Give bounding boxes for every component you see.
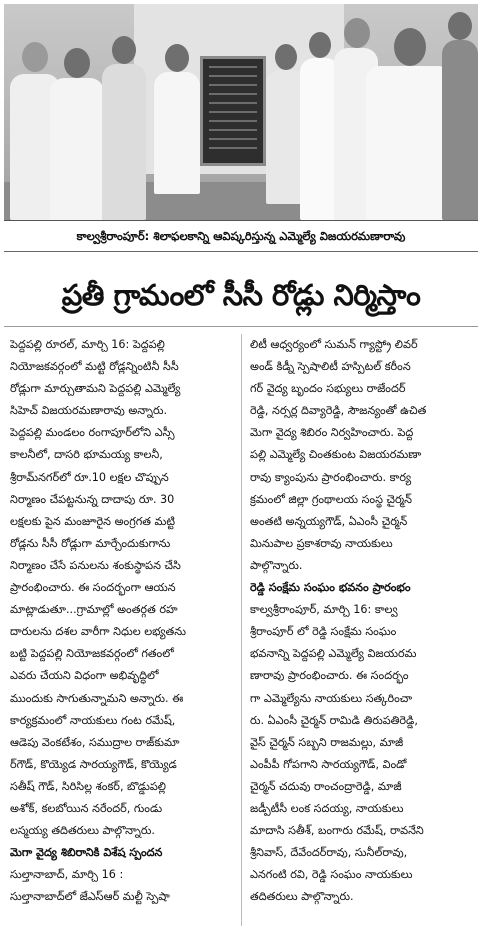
body-line: ప్రారంభించారు. ఈ సందర్భంగా ఆయన	[10, 581, 176, 595]
right-column	[250, 334, 476, 908]
body-line: ఎంపీపీ గోపగాని సారయ్యగౌడ్, విండో	[250, 757, 407, 771]
column-divider	[241, 334, 242, 926]
body-line: రు. ఏఎంసీ చైర్మన్ రామిడి తిరుపతిరెడ్డి,	[250, 713, 418, 727]
body-line: క్రమంలో జిల్లా గ్రంథాలయ సంస్థ చైర్మన్	[250, 492, 412, 506]
headline-divider	[4, 326, 478, 327]
body-line: చైర్మన్ చదువు రాంచంద్రారెడ్డి, మాజీ	[250, 779, 402, 793]
body-line: లస్మయ్య తదితరులు పాల్గొన్నారు.	[10, 824, 155, 838]
body-line: కాలనీలో, దాసరి భూమయ్య కాలనీ,	[10, 448, 163, 462]
body-line: జడ్పీటీసీ లంక సదయ్య, నాయకులు	[250, 801, 404, 815]
body-line: లిటీ ఆధ్వర్యంలో సుమన్ గ్యాస్ట్రో లివర్	[250, 338, 418, 351]
body-line: ణారావు ప్రారంభించారు. ఈ సందర్భం	[250, 669, 409, 683]
news-photo	[4, 4, 478, 221]
foundation-plaque	[200, 56, 266, 166]
caption-divider	[4, 251, 478, 252]
person-figure	[102, 36, 146, 220]
person-figure	[50, 48, 104, 220]
body-line: లక్షలకు పైన మంజూరైన అంగ్రగత మట్టి	[10, 514, 175, 528]
body-line: మినుపాల ప్రకాశరావు నాయకులు	[250, 536, 393, 550]
photo-caption: కాల్వశ్రీరాంపూర్: శిలాఫలకాన్ని ఆవిష్కరిస్తున్న ఎమ్మెల్యే విజయరమణారావు	[76, 229, 406, 243]
body-line: గర్ వైద్య బృందం సభ్యులు రాజేందర్	[250, 382, 406, 396]
section-subhead: రెడ్డి సంక్షేమ సంఘం భవనం ప్రారంభం	[250, 581, 411, 595]
article-headline: ప్రతీ గ్రామంలో సీసీ రోడ్లు నిర్మిస్తాం	[61, 278, 421, 312]
body-line: నియోజకవర్గంలో మట్టి రోడ్లన్నింటినీ సీసీ	[10, 360, 179, 374]
body-line: రోడ్లుగా మార్చుతామని పెద్దపల్లి ఎమ్మెల్యే	[10, 382, 181, 396]
body-line: ఎనగంటి రవి, రెడ్డి సంఘం నాయకులు	[250, 868, 413, 882]
body-line: మాదాసి సతీశ్, బంగారు రమేష్, రావనేని	[250, 824, 424, 838]
body-line: అంతటి అన్నయ్యగౌడ్, ఏఎంసీ చైర్మన్	[250, 514, 408, 528]
body-line: సతీష్ గౌడ్, సిరిసిల్ల శంకర్, బొడ్డుపల్లి	[10, 779, 167, 793]
body-line: ముందుకు సాగుతున్నామని అన్నారు. ఈ	[10, 691, 184, 705]
body-line: పెద్దపల్లి మండలం రంగాపూర్‌లోని ఎస్సీ	[10, 426, 175, 440]
body-line: పాల్గొన్నారు.	[250, 558, 303, 572]
body-line: దారులను దశల వారీగా నిధుల లభ్యతను	[10, 625, 186, 639]
body-line: మాట్లాడుతూ...గ్రామాల్లో అంతర్గత రహ	[10, 603, 178, 617]
body-line: పెద్దపల్లి రూరల్, మార్చి 16: పెద్దపల్లి	[10, 338, 165, 351]
body-line: రోడ్లను సీసీ రోడ్లుగా మార్చేందుకుగాను	[10, 536, 171, 550]
body-line: అండ్ కిడ్నీ స్పెషాలిటీ హస్పిటల్ కరీంన	[250, 360, 411, 374]
body-line: కాల్వశ్రీరాంపూర్, మార్చి 16: కాల్వ	[250, 603, 398, 617]
body-line: కార్యక్రమంలో నాయకులు గంట రమేష్,	[10, 713, 176, 727]
body-line: మెగా వైద్య శిబిరం నిర్వహించారు. పెద్ద	[250, 426, 414, 440]
body-line: తదితరులు పాల్గొన్నారు.	[250, 890, 354, 904]
body-line: సుల్తానాబాద్, మార్చి 16 :	[10, 868, 124, 882]
body-line: బట్టి పెద్దపల్లి నియోజకవర్గంలో గతంలో	[10, 647, 174, 661]
body-line: ఆడెపు వెంకటేశం, సముద్రాల రాజ్‌కుమా	[10, 735, 180, 749]
body-line: శ్రీరామ్‌నగర్‌లో రూ.10 లక్షల చొప్పున	[10, 470, 169, 484]
person-figure	[442, 12, 478, 220]
body-line: గా ఎమ్మెల్యేను నాయకులు సత్కరించా	[250, 691, 413, 705]
body-line: రెడ్డి, నర్సర్ల దివ్యారెడ్డి, సౌజన్యంతో ఉచిత	[250, 404, 427, 418]
body-line: రావు క్యాంపును ప్రారంభించారు. కార్య	[250, 470, 412, 484]
section-subhead: మెగా వైద్య శిబిరానికి విశేష స్పందన	[10, 846, 163, 860]
left-column	[10, 334, 232, 908]
body-line: ఎవరు చేయని విధంగా అభివృద్ధిలో	[10, 669, 159, 683]
body-line: నిర్మాణం చేసే పనులను శంకుస్థాపన చేసి	[10, 558, 181, 572]
body-line: నిర్మాణం చేపట్టనున్న దాదాపు రూ. 30	[10, 492, 175, 506]
body-line: ర్‌గౌడ్, కొయ్యెడ సారయ్యగౌడ్, కొయ్యెడ	[10, 757, 177, 771]
body-line: సిహెచ్ విజయరమణారావు అన్నారు.	[10, 404, 168, 418]
person-figure	[154, 44, 200, 194]
body-line: భవనాన్ని పెద్దపల్లి ఎమ్మెల్యే విజయరమ	[250, 647, 417, 661]
body-line: అశోక్, కలబోయిన నరేందర్, గుండు	[10, 801, 163, 815]
body-line: సుల్తానాబాద్‌లో జేఎస్‌ఆర్ మల్టీ స్పెషా	[10, 890, 170, 904]
person-figure	[366, 28, 452, 220]
body-line: వైస్ చైర్మన్ సబ్బని రాజమల్లు, మాజీ	[250, 735, 404, 749]
body-line: శ్రీరాంపూర్ లో రెడ్డి సంక్షేమ సంఘం	[250, 625, 397, 639]
body-line: శ్రీనివాస్, దేవేందర్‌రావు, సునీల్‌రావు,	[250, 846, 408, 860]
body-line: పల్లి ఎమ్మెల్యే చింతకుంట విజయరమణా	[250, 448, 422, 462]
